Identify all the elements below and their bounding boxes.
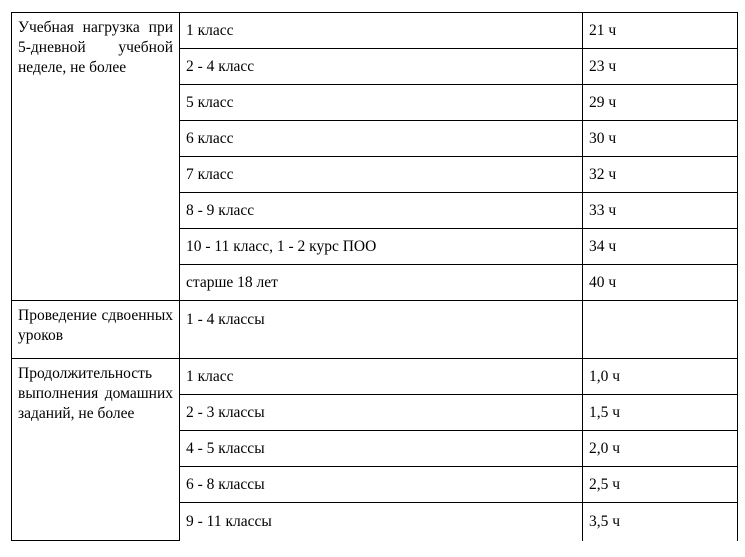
row-grade: 9 - 11 классы	[180, 503, 583, 541]
row-grade: 8 - 9 класс	[180, 193, 583, 229]
section-label: Продолжительность выполнения домашних заданий, не более	[12, 359, 180, 541]
row-grade: 5 класс	[180, 85, 583, 121]
row-grade: 1 - 4 классы	[180, 301, 583, 359]
row-value: 33 ч	[583, 193, 738, 229]
row-value: 1,0 ч	[583, 359, 738, 395]
row-value: 1,5 ч	[583, 395, 738, 431]
row-grade: 1 класс	[180, 13, 583, 49]
row-grade: 2 - 4 класс	[180, 49, 583, 85]
table-row	[12, 359, 738, 395]
row-value: 3,5 ч	[583, 503, 738, 541]
row-value	[583, 301, 738, 359]
row-grade: 10 - 11 класс, 1 - 2 курс ПОО	[180, 229, 583, 265]
table-row	[12, 301, 738, 359]
row-grade: 6 класс	[180, 121, 583, 157]
row-grade: 2 - 3 классы	[180, 395, 583, 431]
table-row	[12, 13, 738, 49]
row-grade: 1 класс	[180, 359, 583, 395]
row-value: 23 ч	[583, 49, 738, 85]
norms-table	[11, 12, 738, 541]
row-value: 30 ч	[583, 121, 738, 157]
row-grade: 6 - 8 классы	[180, 467, 583, 503]
row-value: 2,5 ч	[583, 467, 738, 503]
row-value: 21 ч	[583, 13, 738, 49]
section-label: Учебная нагрузка при 5-дневной учебной неделе, не более	[12, 13, 180, 301]
row-grade: 7 класс	[180, 157, 583, 193]
section-label: Проведение сдвоенных уроков	[12, 301, 180, 359]
row-grade: 4 - 5 классы	[180, 431, 583, 467]
row-value: 40 ч	[583, 265, 738, 301]
row-value: 2,0 ч	[583, 431, 738, 467]
row-value: 29 ч	[583, 85, 738, 121]
row-grade: старше 18 лет	[180, 265, 583, 301]
row-value: 34 ч	[583, 229, 738, 265]
row-value: 32 ч	[583, 157, 738, 193]
